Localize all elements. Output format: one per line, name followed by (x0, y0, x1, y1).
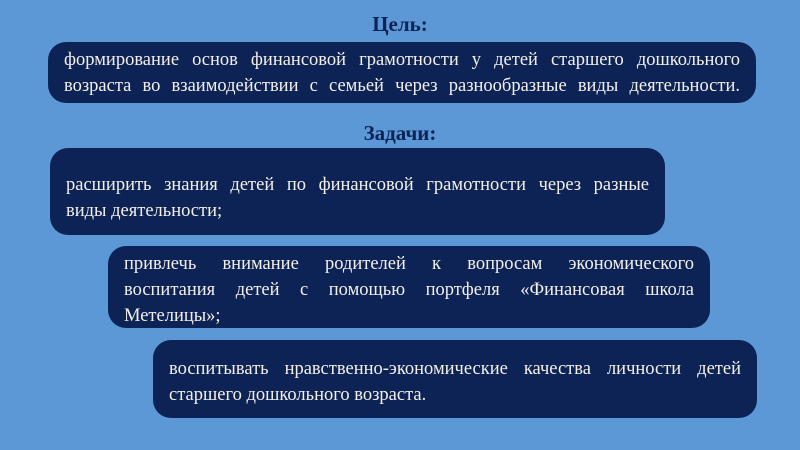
tasks-heading: Задачи: (363, 121, 437, 145)
task-text-line: привлечь внимание родителей к вопросам экономического (124, 254, 694, 274)
goal-text-line: возраста во взаимодействии с семьей через разнообразные виды деятельности. (64, 75, 740, 96)
task-box-expand-knowledge (50, 148, 665, 235)
task-text-line: виды деятельности; (66, 200, 223, 221)
task-box-parents-attention (108, 246, 710, 328)
goal-heading: Цель: (372, 12, 428, 36)
task-text-line: расширить знания детей по финансовой грамотности через разные (66, 174, 649, 195)
goal-box (48, 42, 756, 103)
task-text-line: воспитания детей с помощью портфеля «Финансовая школа (124, 280, 694, 300)
task-text-line: Метелицы»; (124, 306, 221, 326)
task-text-line: воспитывать нравственно-экономические качества личности детей (169, 359, 741, 379)
goal-text-line: формирование основ финансовой грамотности у детей старшего дошкольного (64, 49, 740, 70)
task-text-line: старшего дошкольного возраста. (169, 385, 427, 405)
task-box-moral-qualities (153, 340, 757, 418)
